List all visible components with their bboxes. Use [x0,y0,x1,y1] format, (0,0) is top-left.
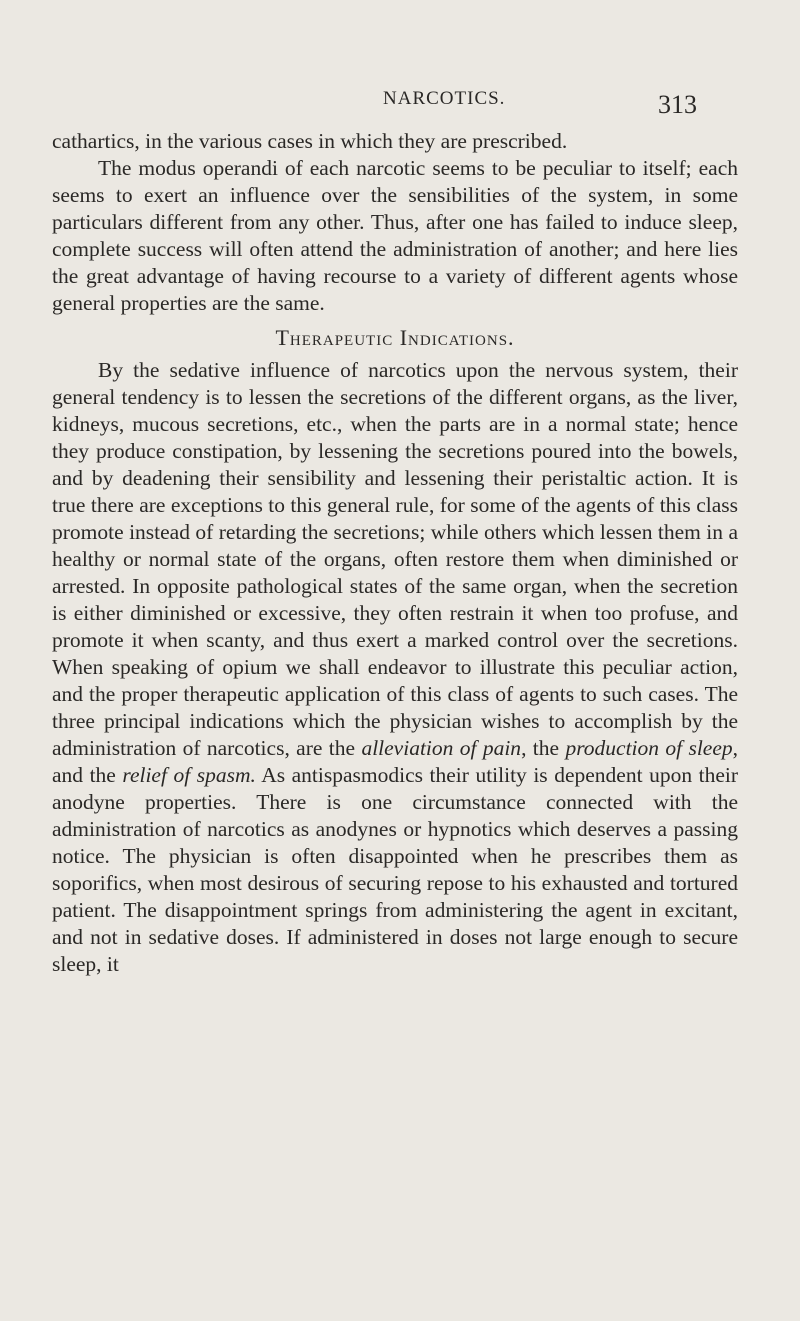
section-heading: Therapeutic Indications. [275,325,515,350]
running-title: NARCOTICS. [383,88,506,109]
running-head [0,88,800,118]
paragraph-continuation: cathartics, in the various cases in which they are prescribed. [52,129,568,153]
paragraph-text-part-2: As antispasmodics their utility is dependent upon their anodyne properties. There is one circumstance connected with the administration of narcotics as anodynes or hypnotics which deserves a passing notice. The physician is often disappointed when he prescribes them as soporifics, when most desirous of securing repose to his exhausted and tortured patient. The disappointment springs from administering the agent in excitant, and not in sedative doses. If administered in doses not large enough to secure sleep, it [52,763,738,976]
separator-2: , and the [52,736,739,787]
body-text [52,128,738,978]
italic-alleviation-of-pain: alleviation of pain [361,736,522,760]
paragraph-therapeutic-indications [52,357,738,978]
separator-1: , the [521,736,560,760]
paragraph-modus-operandi: The modus operandi of each narcotic seems to be peculiar to itself; each seems to exert an influence over the sensibilities of the system, in some particulars different from any other. Thus, after one has failed to induce sleep, complete success will often attend the administration of another; and here lies the great advantage of having recourse to a variety of different agents whose general properties are the same. [52,156,738,315]
italic-relief-of-spasm: relief of spasm. [122,763,256,787]
paragraph-text-part-1: By the sedative influence of narcotics upon the nervous system, their general tendency is to lessen the secretions of the different organs, as the liver, kidneys, mucous secretions, etc., when the parts are in a normal state; hence they produce constipation, by lessening the secretions poured into the bowels, and by deadening their sensibility and lessening their peristaltic action. It is true there are exceptions to this general rule, for some of the agents of this class promote instead of retarding the secretions; while others which lessen them in a healthy or normal state of the organs, often restore them when diminished or arrested. In opposite pathological states of the same organ, when the secretion is either diminished or excessive, they often restrain it when too profuse, and promote it when scanty, and thus exert a marked control over the secretions. When speaking of opium we shall endeavor to illustrate this peculiar action, and the proper therapeutic application of this class of agents to such cases. The three principal indications which the physician wishes to accomplish by the administration of narcotics, are the [52,358,738,760]
page-number: 313 [658,90,697,119]
italic-production-of-sleep: production of sleep [565,736,733,760]
